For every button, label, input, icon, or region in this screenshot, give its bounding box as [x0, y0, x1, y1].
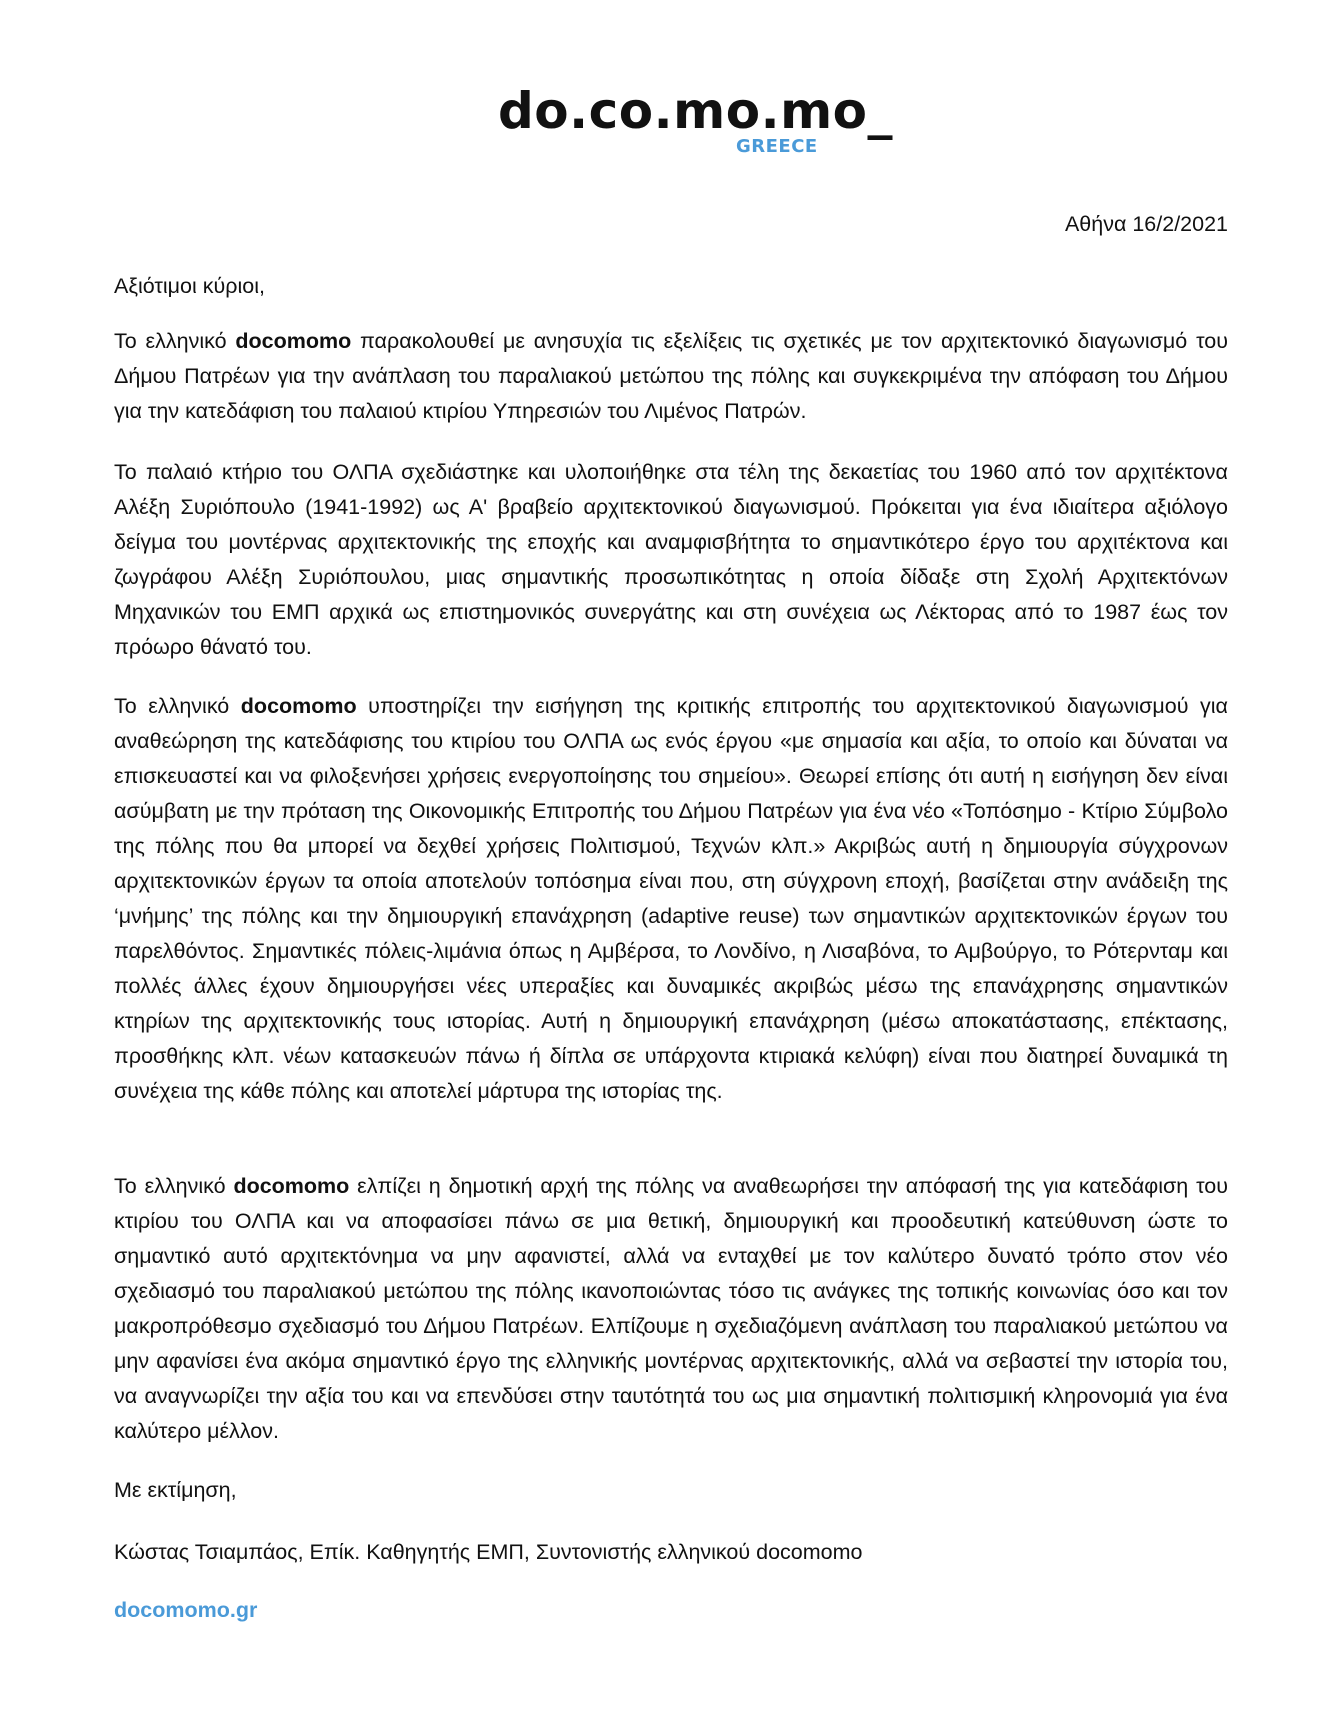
logo-wordmark: do.co.mo.mo_ — [498, 82, 894, 140]
docomomo-bold: docomomo — [235, 329, 352, 353]
docomomo-bold: docomomo — [240, 694, 357, 718]
logo-country: GREECE — [736, 136, 818, 157]
signature: Κώστας Τσιαμπάος, Επίκ. Καθηγητής ΕΜΠ, Συντονιστής ελληνικού docomomo — [114, 1540, 863, 1564]
docomomo-bold: docomomo — [233, 1174, 350, 1198]
closing: Με εκτίμηση, — [114, 1478, 237, 1502]
letter-date: Αθήνα 16/2/2021 — [1064, 212, 1228, 236]
paragraph-2: Το παλαιό κτήριο του ΟΛΠΑ σχεδιάστηκε και υλοποιήθηκε στα τέλη της δεκαετίας του 1960 από τον αρχιτέκτονα Αλέξη Συριόπουλο (1941-1992) ως Α' βραβείο αρχιτεκτονικού διαγωνισμού. Πρόκειται για ένα ιδιαίτερα αξιόλογο δείγμα του μοντέρνας αρχιτεκτονικής της εποχής και αναμφισβήτητα το σημαντικότερο έργο του αρχιτέκτονα και ζωγράφου Αλέξη Συριόπουλου, μιας σημαντικής προσωπικότητας η οποία δίδαξε στη Σχολή Αρχιτεκτόνων Μηχανικών του ΕΜΠ αρχικά ως επιστημονικός συνεργάτης και στη συνέχεια ως Λέκτορας από το 1987 έως τον πρόωρο θάνατό του. — [114, 460, 1228, 659]
paragraph-3: Το ελληνικό docomomo υποστηρίζει την εισήγηση της κριτικής επιτροπής του αρχιτεκτονικού διαγωνισμού για αναθεώρηση της κατεδάφισης του κτιρίου του ΟΛΠΑ ως ενός έργου «με σημασία και αξία, το οποίο και δύναται να επισκευαστεί και να φιλοξενήσει χρήσεις ενεργοποίησης του σημείου». Θεωρεί επίσης ότι αυτή η εισήγηση δεν είναι ασύμβατη με την πρόταση της Οικονομικής Επιτροπής του Δήμου Πατρέων για ένα νέο «Τοπόσημο - Κτίριο Σύμβολο της πόλης που θα μπορεί να δεχθεί χρήσεις Πολιτισμού, Τεχνών κλπ.» Ακριβώς αυτή η δημιουργία σύγχρονων αρχιτεκτονικών έργων τα οποία αποτελούν τοπόσημα είναι που, στη σύγχρονη εποχή, βασίζεται στην ανάδειξη της ‘μνήμης’ της πόλης και την δημιουργική επανάχρηση (adaptive reuse) των σημαντικών αρχιτεκτονικών έργων του παρελθόντος. Σημαντικές πόλεις-λιμάνια όπως η Αμβέρσα, το Λονδίνο, η Λισαβόνα, το Αμβούργο, το Ρότερνταμ και πολλές άλλες έχουν δημιουργήσει νέες υπεραξίες και δυναμικές ακριβώς μέσω της επανάχρησης σημαντικών κτηρίων της αρχιτεκτονικής τους ιστορίας. Αυτή η δημιουργική επανάχρηση (μέσω αποκατάστασης, επέκτασης, προσθήκης κλπ. νέων κατασκευών πάνω ή δίπλα σε υπάρχοντα κτιριακά κελύφη) είναι που διατηρεί δυναμικά τη συνέχεια της κάθε πόλης και αποτελεί μάρτυρα της ιστορίας της. — [114, 694, 1228, 1103]
docomomo-logo — [498, 82, 894, 166]
paragraph-1: Το ελληνικό docomomo παρακολουθεί με ανησυχία τις εξελίξεις τις σχετικές με τον αρχιτεκτονικό διαγωνισμό του Δήμου Πατρέων για την ανάπλαση του παραλιακού μετώπου της πόλης και συγκεκριμένα την απόφαση του Δήμου για την κατεδάφιση του παλαιού κτιρίου Υπηρεσιών του Λιμένος Πατρών. — [114, 329, 1228, 423]
salutation: Αξιότιμοι κύριοι, — [114, 274, 265, 298]
paragraph-4: Το ελληνικό docomomo ελπίζει η δημοτική αρχή της πόλης να αναθεωρήσει την απόφασή της για κατεδάφιση του κτιρίου του ΟΛΠΑ και να αποφασίσει πάνω σε μια θετική, δημιουργική και προοδευτική κατεύθυνση ώστε το σημαντικό αυτό αρχιτεκτόνημα να μην αφανιστεί, αλλά να ενταχθεί με τον καλύτερο δυνατό τρόπο στον νέο σχεδιασμό του παραλιακού μετώπου της πόλης ικανοποιώντας τόσο τις ανάγκες της τοπικής κοινωνίας όσο και τον μακροπρόθεσμο σχεδιασμό του Δήμου Πατρέων. Ελπίζουμε η σχεδιαζόμενη ανάπλαση του παραλιακού μετώπου να μην αφανίσει ένα ακόμα σημαντικό έργο της ελληνικής μοντέρνας αρχιτεκτονικής, αλλά να σεβαστεί την ιστορία του, να αναγνωρίζει την αξία του και να επενδύσει στην ταυτότητά του ως μια σημαντική πολιτισμική κληρονομιά για ένα καλύτερο μέλλον. — [114, 1174, 1228, 1443]
website-link[interactable]: docomomo.gr — [114, 1598, 258, 1622]
